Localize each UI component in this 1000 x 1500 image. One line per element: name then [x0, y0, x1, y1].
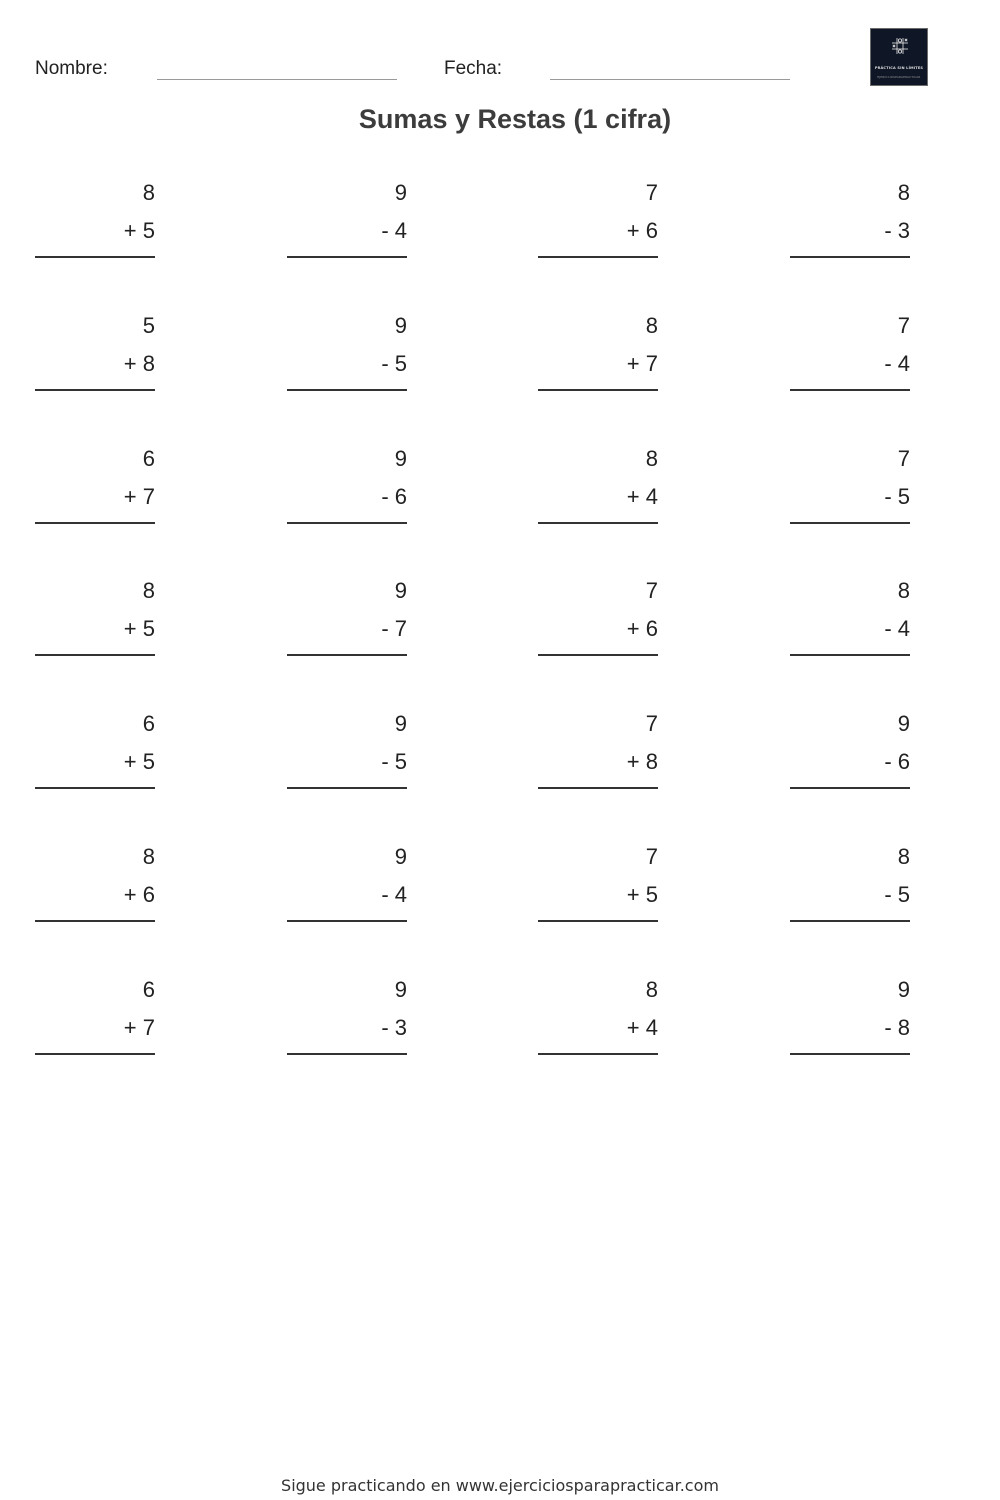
- problem: [287, 168, 407, 258]
- problem: [790, 699, 910, 789]
- problem-top-number: 8: [645, 312, 658, 338]
- problem: [35, 434, 155, 524]
- problem: [35, 301, 155, 391]
- problem-top-number: 9: [394, 711, 407, 737]
- problem: [35, 168, 155, 258]
- problem: [790, 301, 910, 391]
- problem: [35, 965, 155, 1055]
- problem: [287, 699, 407, 789]
- problem-top-number: 8: [142, 578, 155, 604]
- problem-operand: - 4: [381, 882, 407, 907]
- problem-operand: + 7: [626, 350, 658, 376]
- problem: [538, 168, 658, 258]
- problem-top-number: 7: [897, 312, 910, 338]
- problem-top-number: 7: [645, 180, 658, 205]
- problem-top-number: 9: [394, 578, 407, 604]
- logo-text-sub: EJERCICIOSPARAPRACTICAR: [877, 75, 921, 79]
- answer-line: [790, 787, 910, 789]
- problem-top-number: 8: [142, 844, 155, 869]
- answer-line: [538, 389, 658, 391]
- problem-operand: + 5: [123, 616, 155, 642]
- answer-line: [790, 920, 910, 922]
- problem-top-number: 7: [645, 844, 658, 869]
- answer-line: [538, 787, 658, 789]
- problem-top-number: 7: [645, 578, 658, 604]
- answer-line: [287, 920, 407, 922]
- answer-line: [35, 920, 155, 922]
- problem-operand: - 5: [884, 483, 910, 509]
- problem-top-number: 9: [394, 312, 407, 338]
- problem: [538, 434, 658, 524]
- problem: [35, 699, 155, 789]
- problem-operand: - 5: [884, 882, 910, 907]
- answer-line: [35, 654, 155, 656]
- problem-top-number: 8: [897, 844, 910, 869]
- problem-operand: - 6: [884, 749, 910, 775]
- problem-top-number: 9: [394, 844, 407, 869]
- problem-operand: + 6: [123, 882, 155, 907]
- answer-line: [287, 389, 407, 391]
- problem-top-number: 8: [897, 180, 910, 205]
- problem-operand: - 3: [884, 218, 910, 243]
- answer-line: [287, 1053, 407, 1055]
- answer-line: [538, 920, 658, 922]
- problem-operand: - 4: [381, 218, 407, 243]
- problem: [790, 168, 910, 258]
- answer-line: [35, 256, 155, 258]
- problem-top-number: 6: [142, 976, 155, 1002]
- problem: [538, 965, 658, 1055]
- problem-operand: - 3: [381, 1014, 407, 1040]
- problem: [790, 832, 910, 922]
- problem-operand: - 4: [884, 350, 910, 376]
- answer-line: [538, 1053, 658, 1055]
- answer-line: [35, 522, 155, 524]
- name-label: Nombre:: [35, 58, 108, 79]
- problem-top-number: 9: [897, 711, 910, 737]
- problem-operand: + 6: [626, 218, 658, 243]
- answer-line: [538, 522, 658, 524]
- problem: [790, 566, 910, 656]
- date-label: Fecha:: [444, 58, 503, 79]
- problem-top-number: 7: [645, 711, 658, 737]
- problem-operand: + 4: [626, 1014, 658, 1040]
- page-title: Sumas y Restas (1 cifra): [358, 104, 672, 134]
- answer-line: [538, 256, 658, 258]
- answer-line: [287, 654, 407, 656]
- problem: [538, 566, 658, 656]
- footer-text: Sigue practicando en www.ejerciciosparapracticar.com: [281, 1476, 719, 1495]
- problem-top-number: 9: [394, 180, 407, 205]
- answer-line: [790, 256, 910, 258]
- problem-operand: + 5: [123, 218, 155, 243]
- problem-top-number: 8: [897, 578, 910, 604]
- problem: [538, 832, 658, 922]
- answer-line: [287, 522, 407, 524]
- problem-operand: + 4: [626, 483, 658, 509]
- problem-operand: - 5: [381, 350, 407, 376]
- problem: [287, 301, 407, 391]
- problem-top-number: 6: [142, 445, 155, 471]
- problem: [538, 699, 658, 789]
- answer-line: [790, 389, 910, 391]
- problem-top-number: 8: [142, 180, 155, 205]
- problem: [287, 965, 407, 1055]
- problem-operand: + 8: [626, 749, 658, 775]
- problem: [538, 301, 658, 391]
- problem-operand: + 8: [123, 350, 155, 376]
- problem-operand: + 7: [123, 483, 155, 509]
- answer-line: [790, 522, 910, 524]
- problem-top-number: 9: [394, 445, 407, 471]
- problem-operand: + 5: [626, 882, 658, 907]
- problem: [35, 566, 155, 656]
- problem-top-number: 8: [645, 445, 658, 471]
- answer-line: [287, 256, 407, 258]
- problem-operand: + 5: [123, 749, 155, 775]
- answer-line: [35, 787, 155, 789]
- problem: [287, 434, 407, 524]
- problem-top-number: 9: [897, 976, 910, 1002]
- answer-line: [35, 389, 155, 391]
- problem-operand: + 6: [626, 616, 658, 642]
- problem-operand: - 5: [381, 749, 407, 775]
- problem-operand: + 7: [123, 1014, 155, 1040]
- problem: [287, 832, 407, 922]
- problem-top-number: 8: [645, 976, 658, 1002]
- problem-operand: - 6: [381, 483, 407, 509]
- problem-top-number: 9: [394, 976, 407, 1002]
- answer-line: [287, 787, 407, 789]
- problem: [287, 566, 407, 656]
- problem: [790, 434, 910, 524]
- problem-top-number: 7: [897, 445, 910, 471]
- answer-line: [35, 1053, 155, 1055]
- problem-operand: - 7: [381, 616, 407, 642]
- problem: [790, 965, 910, 1055]
- problem: [35, 832, 155, 922]
- answer-line: [790, 654, 910, 656]
- answer-line: [790, 1053, 910, 1055]
- logo-text-main: PRÁCTICA SIN LÍMITES: [874, 66, 924, 70]
- problem-operand: - 4: [884, 616, 910, 642]
- answer-line: [538, 654, 658, 656]
- problem-top-number: 6: [142, 711, 155, 737]
- problem-top-number: 5: [142, 312, 155, 338]
- problem-operand: - 8: [884, 1014, 910, 1040]
